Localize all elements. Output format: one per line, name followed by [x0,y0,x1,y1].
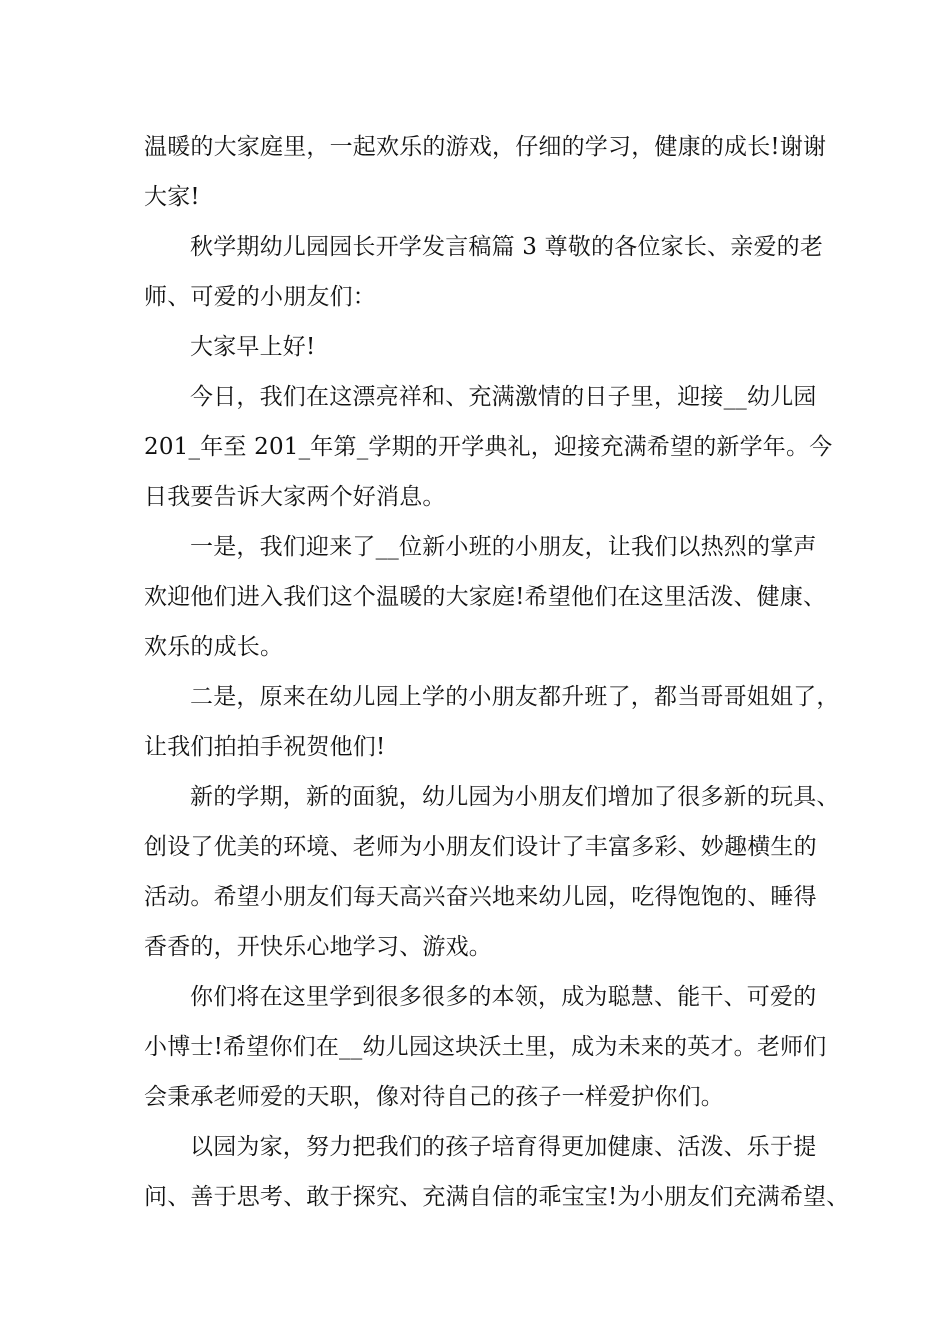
text-line: 你们将在这里学到很多很多的本领，成为聪慧、能干、可爱的 [190,984,817,1010]
text-line: 大家! [144,184,200,210]
text-line: 小博士!希望你们在__幼儿园这块沃土里，成为未来的英才。老师们 [144,1034,827,1060]
paragraph-home [144,1122,850,1222]
text-line: 会秉承老师爱的天职，像对待自己的孩子一样爱护你们。 [144,1084,724,1110]
text-line: 师、可爱的小朋友们： [144,284,376,310]
document-body [144,122,850,1222]
text-line: 创设了优美的环境、老师为小朋友们设计了丰富多彩、妙趣横生的 [144,834,817,860]
text-line: 秋学期幼儿园园长开学发言稿篇 3 尊敬的各位家长、亲爱的老 [190,234,824,260]
paragraph-skills [144,972,834,1122]
text-line: 日我要告诉大家两个好消息。 [144,484,446,510]
paragraph-continuation [144,122,834,222]
text-line: 问、善于思考、敢于探究、充满自信的乖宝宝!为小朋友们充满希望、 [144,1184,850,1210]
text-line: 让我们拍拍手祝贺他们! [144,734,386,760]
text-line: 香香的，开快乐心地学习、游戏。 [144,934,492,960]
text-line: 欢乐的成长。 [144,634,284,660]
text-line: 一是，我们迎来了__位新小班的小朋友，让我们以热烈的掌声 [190,534,817,560]
text-line: 新的学期，新的面貌，幼儿园为小朋友们增加了很多新的玩具、 [190,784,840,810]
paragraph-news-one [144,522,834,672]
paragraph-new-semester [144,772,840,972]
paragraph-good-morning [144,322,834,372]
text-line: 今日，我们在这漂亮祥和、充满激情的日子里，迎接__幼儿园 [190,384,817,410]
paragraph-news-two [144,672,840,772]
text-line: 大家早上好! [190,334,316,360]
text-line: 二是，原来在幼儿园上学的小朋友都升班了，都当哥哥姐姐了， [190,684,840,710]
text-line: 活动。希望小朋友们每天高兴奋兴地来幼儿园，吃得饱饱的、睡得 [144,884,817,910]
paragraph-title-greeting [144,222,834,322]
paragraph-ceremony [144,372,834,522]
text-line: 温暖的大家庭里，一起欢乐的游戏，仔细的学习，健康的成长!谢谢 [144,134,827,160]
text-line: 201_年至 201_年第_学期的开学典礼，迎接充满希望的新学年。今 [144,434,833,460]
text-line: 以园为家，努力把我们的孩子培育得更加健康、活泼、乐于提 [190,1134,817,1160]
text-line: 欢迎他们进入我们这个温暖的大家庭!希望他们在这里活泼、健康、 [144,584,827,610]
